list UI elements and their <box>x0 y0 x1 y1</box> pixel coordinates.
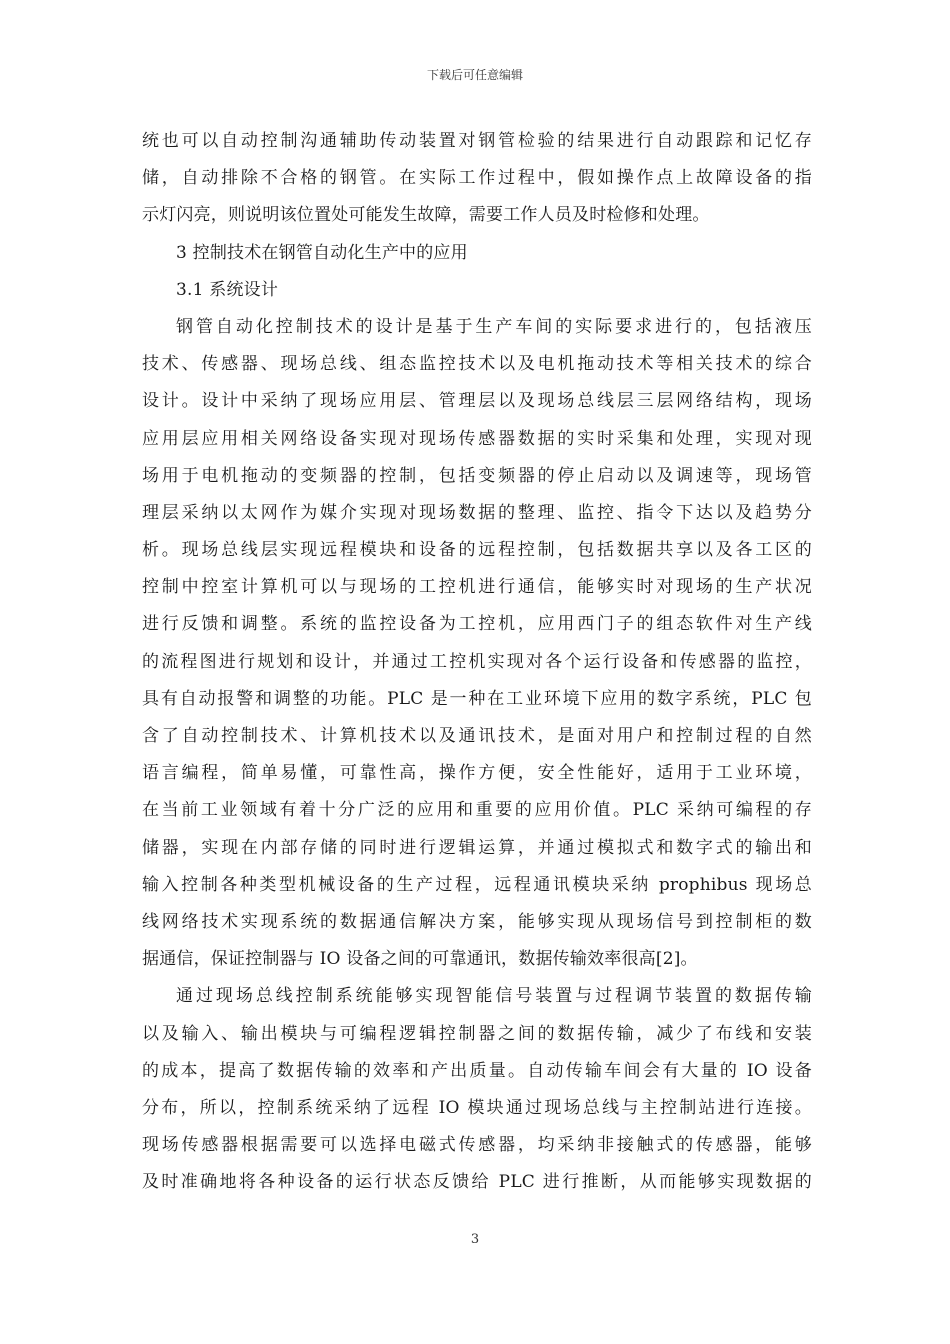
text-line: 含了自动控制技术、计算机技术以及通讯技术，是面对用户和控制过程的自然 <box>142 726 812 746</box>
text-line: 在当前工业领域有着十分广泛的应用和重要的应用价值。PLC 采纳可编程的存 <box>142 800 812 821</box>
text-line: 析。现场总线层实现远程模块和设备的远程控制，包括数据共享以及各工区的 <box>142 540 812 561</box>
text-line: 场用于电机拖动的变频器的控制，包括变频器的停止启动以及调速等，现场管 <box>142 465 812 486</box>
page-header: 下载后可任意编辑 <box>426 68 523 82</box>
text-line: 分布，所以，控制系统采纳了远程 IO 模块通过现场总线与主控制站进行连接。 <box>142 1097 812 1118</box>
text-line: 的流程图进行规划和设计，并通过工控机实现对各个运行设备和传感器的监控， <box>142 651 812 672</box>
text-line: 输入控制各种类型机械设备的生产过程，远程通讯模块采纳 prophibus 现场总 <box>142 874 812 895</box>
text-line: 据通信，保证控制器与 IO 设备之间的可靠通讯，数据传输效率很高[2]。 <box>142 949 698 970</box>
subsection-heading: 3.1 系统设计 <box>176 279 279 300</box>
paragraph-3 <box>142 978 812 1201</box>
text-line: 语言编程，简单易懂，可靠性高，操作方便，安全性能好，适用于工业环境， <box>142 763 812 784</box>
text-line: 设计。设计中采纳了现场应用层、管理层以及现场总线层三层网络结构，现场 <box>142 391 812 412</box>
text-line: 储，自动排除不合格的钢管。在实际工作过程中，假如操作点上故障设备的指 <box>142 168 812 189</box>
text-line: 统也可以自动控制沟通辅助传动装置对钢管检验的结果进行自动跟踪和记忆存 <box>142 131 812 151</box>
text-line: 以及输入、输出模块与可编程逻辑控制器之间的数据传输，减少了布线和安装 <box>142 1023 812 1044</box>
text-line: 控制中控室计算机可以与现场的工控机进行通信，能够实时对现场的生产状况 <box>142 577 812 598</box>
text-line: 储器，实现在内部存储的同时进行逻辑运算，并通过模拟式和数字式的输出和 <box>142 837 812 858</box>
page-number: 3 <box>470 1232 480 1247</box>
text-line: 技术、传感器、现场总线、组态监控技术以及电机拖动技术等相关技术的综合 <box>142 354 812 375</box>
body-text <box>142 123 812 1201</box>
text-line: 的成本，提高了数据传输的效率和产出质量。自动传输车间会有大量的 IO 设备 <box>142 1060 812 1081</box>
text-line: 示灯闪亮，则说明该位置处可能发生故障，需要工作人员及时检修和处理。 <box>142 205 710 226</box>
text-line: 具有自动报警和调整的功能。PLC 是一种在工业环境下应用的数字系统，PLC 包 <box>142 688 812 709</box>
section-heading: 3 控制技术在钢管自动化生产中的应用 <box>176 242 468 263</box>
text-line: 现场传感器根据需要可以选择电磁式传感器，均采纳非接触式的传感器，能够 <box>142 1135 812 1156</box>
text-line: 进行反馈和调整。系统的监控设备为工控机，应用西门子的组态软件对生产线 <box>142 614 812 635</box>
text-line: 及时准确地将各种设备的运行状态反馈给 PLC 进行推断，从而能够实现数据的 <box>142 1172 812 1193</box>
paragraph-2 <box>142 309 812 978</box>
text-line: 通过现场总线控制系统能够实现智能信号装置与过程调节装置的数据传输 <box>176 986 812 1007</box>
text-line: 线网络技术实现系统的数据通信解决方案，能够实现从现场信号到控制柜的数 <box>142 911 812 932</box>
text-line: 理层采纳以太网作为媒介实现对现场数据的整理、监控、指令下达以及趋势分 <box>142 502 812 523</box>
text-line: 应用层应用相关网络设备实现对现场传感器数据的实时采集和处理，实现对现 <box>142 428 812 449</box>
text-line: 钢管自动化控制技术的设计是基于生产车间的实际要求进行的，包括液压 <box>176 316 812 337</box>
paragraph-1 <box>142 123 812 235</box>
